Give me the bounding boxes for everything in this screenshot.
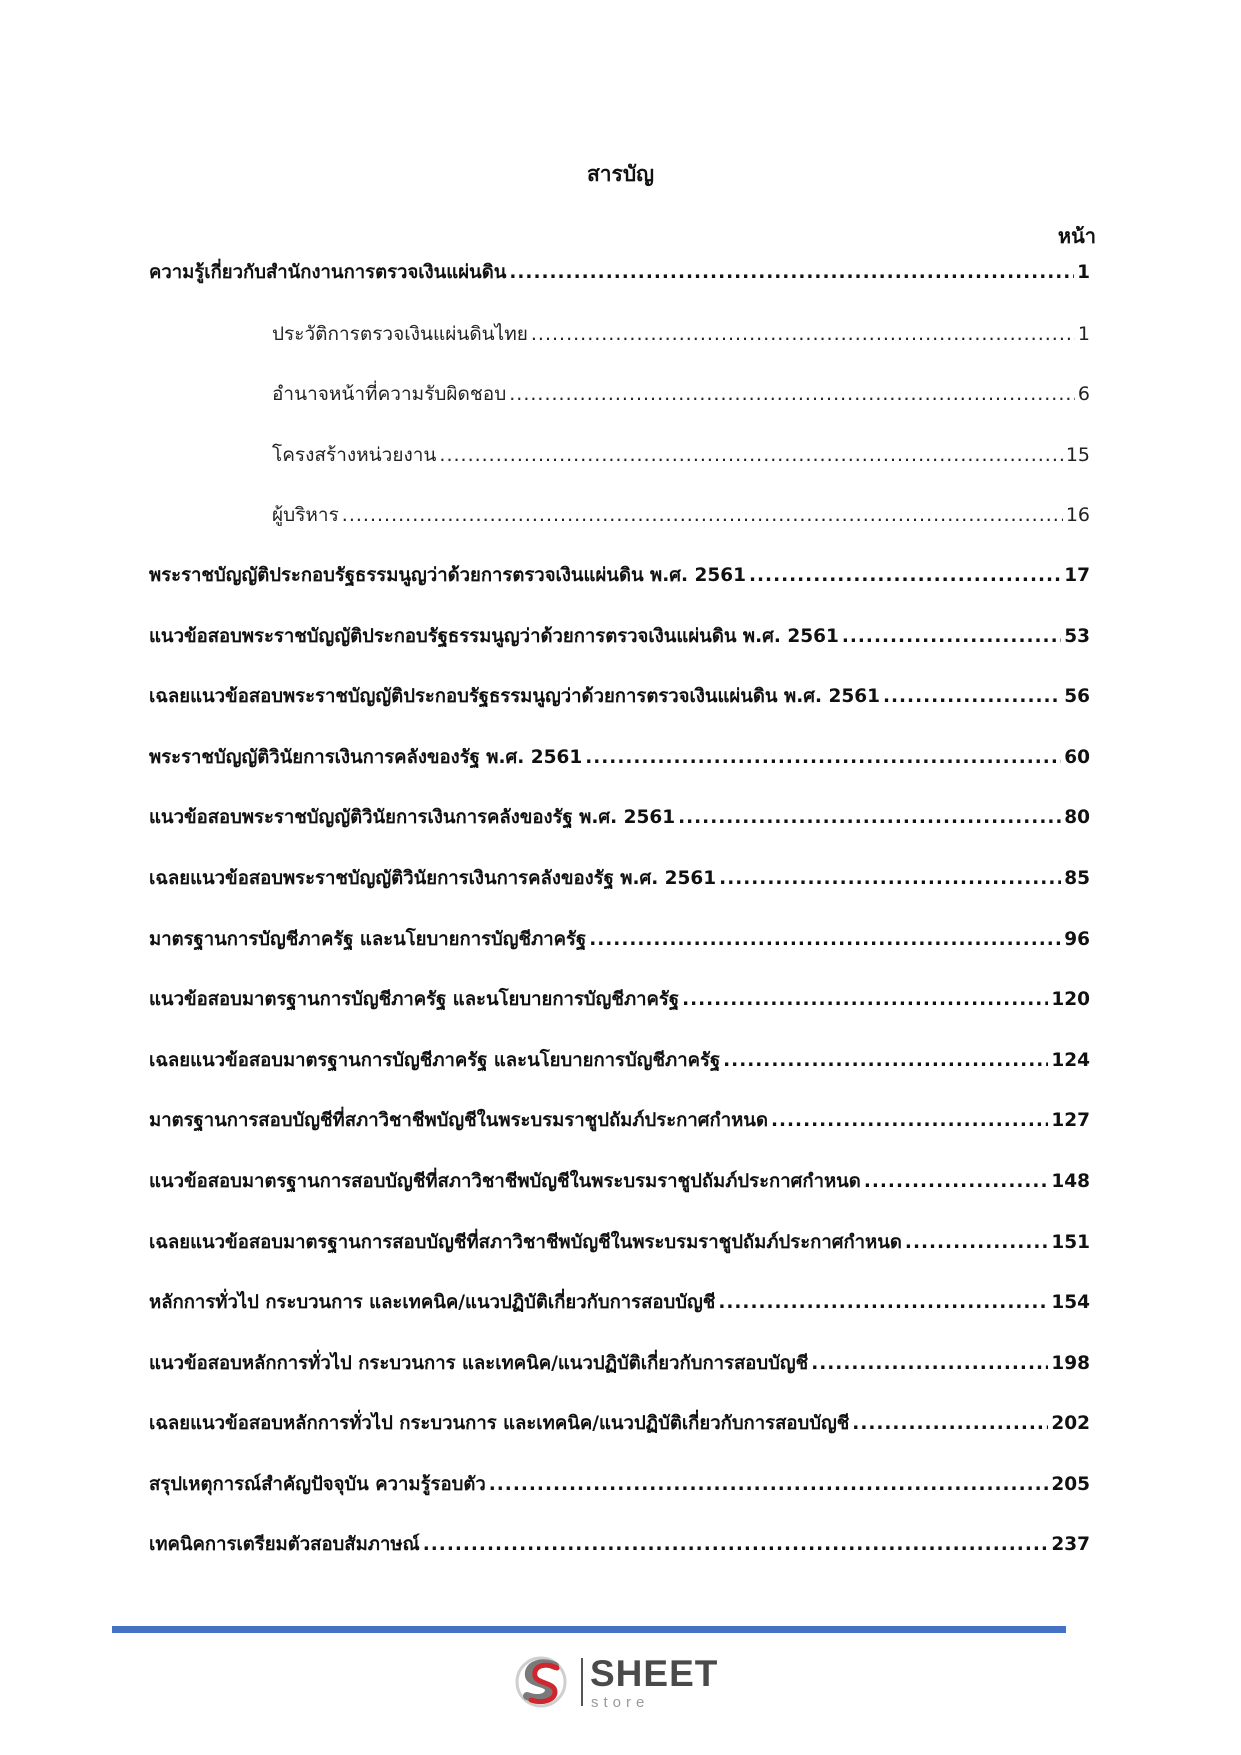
dot-leader [905,1232,1048,1253]
toc-entry-title: แนวข้อสอบหลักการทั่วไป กระบวนการ และเทคนิค/แนวปฏิบัติเกี่ยวกับการสอบบัญชี [149,1352,809,1374]
toc-entry-title: หลักการทั่วไป กระบวนการ และเทคนิค/แนวปฏิบัติเกี่ยวกับการสอบบัญชี [149,1292,716,1314]
toc-entry-title: มาตรฐานการสอบบัญชีที่สภาวิชาชีพบัญชีในพระบรมราชูปถัมภ์ประกาศกำหนด [149,1110,768,1132]
dot-leader [678,807,1061,828]
toc-entry-page: 17 [1064,564,1090,586]
toc-entry-page: 15 [1065,443,1090,466]
toc-entry-title: ความรู้เกี่ยวกับสำนักงานการตรวจเงินแผ่นดิน [149,262,507,283]
toc-entry-page: 16 [1065,504,1090,527]
toc-entry [149,1106,1090,1167]
toc-subentry [149,500,1090,561]
toc-entry-title: แนวข้อสอบมาตรฐานการบัญชีภาครัฐ และนโยบายการบัญชีภาครัฐ [149,989,680,1011]
toc-entry [149,258,1090,319]
toc-entry-page: 202 [1051,1413,1090,1435]
toc-entry [149,1470,1090,1531]
dot-leader [509,262,1074,283]
toc-entry-page: 96 [1064,928,1090,950]
toc-entry-title: เฉลยแนวข้อสอบพระราชบัญญัติวินัยการเงินการคลังของรัฐ พ.ศ. 2561 [149,867,717,889]
toc-entry [149,1530,1090,1591]
toc-entry-page: 127 [1051,1110,1090,1132]
toc-entry-page: 56 [1064,686,1090,708]
toc-entry-title: ประวัติการตรวจเงินแผ่นดินไทย [272,322,528,345]
table-of-contents [149,258,1090,1591]
dot-leader [342,504,1063,526]
toc-entry-title: มาตรฐานการบัญชีภาครัฐ และนโยบายการบัญชีภาครัฐ [149,928,587,950]
toc-entry-page: 205 [1051,1473,1090,1495]
toc-entry-page: 80 [1064,807,1090,829]
sheet-store-logo-icon [515,1654,571,1710]
dot-leader [585,747,1061,768]
toc-entry-page: 85 [1064,867,1090,889]
toc-entry-title: เฉลยแนวข้อสอบมาตรฐานการบัญชีภาครัฐ และนโยบายการบัญชีภาครัฐ [149,1049,721,1071]
dot-leader [719,868,1061,889]
dot-leader [723,1050,1048,1071]
toc-entry-title: พระราชบัญญัติวินัยการเงินการคลังของรัฐ พ.ศ. 2561 [149,746,583,768]
toc-entry [149,622,1090,683]
toc-subentry [149,379,1090,440]
sheet-store-logo [515,1652,730,1712]
toc-entry [149,803,1090,864]
toc-entry-page: 124 [1051,1049,1090,1071]
toc-entry-title: แนวข้อสอบพระราชบัญญัติวินัยการเงินการคลังของรัฐ พ.ศ. 2561 [149,807,676,829]
toc-entry [149,1288,1090,1349]
toc-entry-page: 1 [1077,322,1090,345]
toc-subentry [149,440,1090,501]
dot-leader [811,1353,1048,1374]
dot-leader [749,565,1061,586]
toc-entry [149,864,1090,925]
dot-leader [842,626,1061,647]
toc-entry [149,925,1090,986]
page-title: สารบัญ [586,162,655,186]
logo-subtext: store [591,1694,650,1711]
dot-leader [864,1171,1049,1192]
footer-divider [112,1626,1066,1633]
toc-entry-title: ผู้บริหาร [272,504,339,527]
page-column-label: หน้า [1057,224,1096,248]
toc-entry-page: 6 [1077,383,1090,406]
toc-entry [149,985,1090,1046]
dot-leader [883,686,1061,707]
toc-entry [149,1409,1090,1470]
dot-leader [509,383,1075,405]
toc-entry [149,682,1090,743]
dot-leader [589,929,1061,950]
toc-entry-page: 60 [1064,746,1090,768]
toc-entry-title: เฉลยแนวข้อสอบพระราชบัญญัติประกอบรัฐธรรมนูญว่าด้วยการตรวจเงินแผ่นดิน พ.ศ. 2561 [149,686,880,708]
dot-leader [439,444,1062,466]
dot-leader [531,323,1075,345]
toc-entry-title: แนวข้อสอบพระราชบัญญัติประกอบรัฐธรรมนูญว่าด้วยการตรวจเงินแผ่นดิน พ.ศ. 2561 [149,625,839,647]
toc-entry [149,1228,1090,1289]
toc-entry-page: 148 [1051,1170,1090,1192]
toc-entry [149,1349,1090,1410]
dot-leader [682,989,1048,1010]
toc-entry-title: เฉลยแนวข้อสอบหลักการทั่วไป กระบวนการ และเทคนิค/แนวปฏิบัติเกี่ยวกับการสอบบัญชี [149,1413,850,1435]
toc-entry [149,1167,1090,1228]
toc-entry-page: 198 [1051,1352,1090,1374]
toc-entry-page: 1 [1077,262,1090,283]
toc-entry-page: 154 [1051,1292,1090,1314]
dot-leader [423,1534,1049,1555]
dot-leader [852,1413,1048,1434]
toc-entry [149,743,1090,804]
toc-entry-title: แนวข้อสอบมาตรฐานการสอบบัญชีที่สภาวิชาชีพบัญชีในพระบรมราชูปถัมภ์ประกาศกำหนด [149,1170,861,1192]
toc-entry [149,1046,1090,1107]
toc-entry-title: สรุปเหตุการณ์สำคัญปัจจุบัน ความรู้รอบตัว [149,1473,486,1495]
dot-leader [718,1292,1048,1313]
logo-separator [581,1658,583,1706]
toc-entry-page: 53 [1064,625,1090,647]
toc-entry-title: เทคนิคการเตรียมตัวสอบสัมภาษณ์ [149,1534,420,1556]
toc-entry-title: เฉลยแนวข้อสอบมาตรฐานการสอบบัญชีที่สภาวิชาชีพบัญชีในพระบรมราชูปถัมภ์ประกาศกำหนด [149,1231,902,1253]
toc-entry-page: 120 [1051,989,1090,1011]
toc-entry [149,561,1090,622]
toc-entry-page: 151 [1051,1231,1090,1253]
toc-entry-page: 237 [1051,1534,1090,1556]
dot-leader [489,1474,1049,1495]
dot-leader [771,1110,1048,1131]
toc-subentry [149,319,1090,380]
toc-entry-title: โครงสร้างหน่วยงาน [272,443,437,466]
toc-entry-title: อำนาจหน้าที่ความรับผิดชอบ [272,383,507,406]
toc-entry-title: พระราชบัญญัติประกอบรัฐธรรมนูญว่าด้วยการตรวจเงินแผ่นดิน พ.ศ. 2561 [149,564,746,586]
logo-text: SHEET [590,1653,719,1694]
